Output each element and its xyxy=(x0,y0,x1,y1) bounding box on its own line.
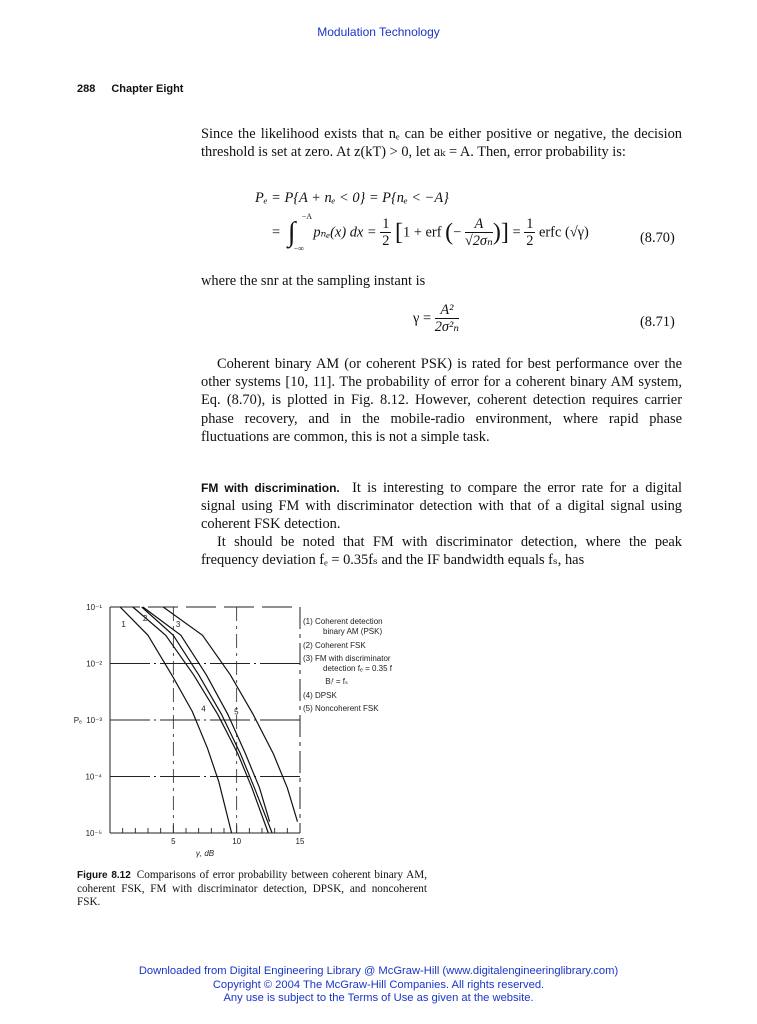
erfc-term: erfc (√γ) xyxy=(539,224,589,241)
curve-label-2: 2 xyxy=(142,614,148,624)
section-title-fm: FM with discrimination. xyxy=(201,481,340,495)
snr-num: A² xyxy=(435,302,459,319)
paragraph-fm-deviation: It should be noted that FM with discriminator detection, where the peak frequency deviation fₑ = 0.35fₛ and the IF bandwidth equals fₛ, has xyxy=(201,534,682,569)
equation-error-probability: Pₑ = P{A + nₑ < 0} = P{nₑ < −A} xyxy=(255,190,449,206)
equation-integral: = ∫ −A −∞ pₙₑ(x) dx = $\frac{1}{2}$ [1 + erf (− $\frac{A}{\text{√2σₙ}}$ )] = $\frac{1}{2}$ erfc (√γ) xyxy=(272,212,589,254)
integral-lower: −∞ xyxy=(293,244,304,254)
integrand: pₙₑ(x) dx = xyxy=(313,224,377,241)
curve-4 xyxy=(143,607,270,822)
legend-item-1: (1) Coherent detection binary AM (PSK) xyxy=(303,617,383,636)
paragraph-fm-text: It is interesting to compare the error rate for a digital signal using FM with discriminator detection with that of a digital signal using coherent FSK detection. xyxy=(201,480,682,533)
curve-label-1: 1 xyxy=(121,619,126,629)
half-num: 1 xyxy=(382,216,390,232)
footer-terms[interactable]: Any use is subject to the Terms of Use as given at the website. xyxy=(223,992,534,1004)
half-den: 2 xyxy=(382,233,390,249)
curve-label-5: 5 xyxy=(234,707,239,717)
snr-lhs: γ = xyxy=(413,310,432,327)
footer-copyright[interactable]: Copyright © 2004 The McGraw-Hill Companies. All rights reserved. xyxy=(212,978,545,991)
running-title[interactable]: Modulation Technology xyxy=(317,25,440,39)
page-number: 288 xyxy=(77,83,96,95)
half2-den: 2 xyxy=(526,233,534,249)
page-header xyxy=(77,83,183,95)
footer xyxy=(0,965,757,1006)
legend-item-2: (2) Coherent FSK xyxy=(303,641,366,650)
figure-label: Figure 8.12 xyxy=(77,870,131,881)
curve-label-4: 4 xyxy=(201,704,206,714)
x-tick-label: 15 xyxy=(295,837,305,846)
chapter-title: Chapter Eight xyxy=(111,83,184,95)
arg-den: √2σₙ xyxy=(464,233,493,249)
error-probability-chart xyxy=(60,590,460,865)
equation-number-871: (8.71) xyxy=(640,314,675,330)
bracket-text: 1 + erf xyxy=(403,224,442,241)
x-tick-label: 5 xyxy=(171,837,176,846)
legend-item-5: (5) Noncoherent FSK xyxy=(303,704,379,713)
y-tick-label: 10⁻⁴ xyxy=(85,772,102,782)
arg-num: A xyxy=(465,216,493,233)
y-tick-label: 10⁻⁵ xyxy=(85,829,102,838)
integral-upper: −A xyxy=(301,212,313,222)
footer-download-link[interactable]: Downloaded from Digital Engineering Library @ McGraw-Hill (www.digitalengineeringlibrary.com) xyxy=(138,965,619,977)
y-tick-label: 10⁻² xyxy=(86,659,102,669)
equation-snr xyxy=(413,302,459,336)
y-axis-label: Pₑ xyxy=(73,716,82,725)
half2-num: 1 xyxy=(526,216,534,232)
legend-item-3: (3) FM with discriminator detection fₑ = 0.35 f Bᵢᶠ = fₛ xyxy=(303,654,393,686)
equation-number-870: (8.70) xyxy=(640,230,675,246)
paragraph-snr: where the snr at the sampling instant is xyxy=(201,273,426,289)
curve-label-3: 3 xyxy=(175,619,181,629)
x-tick-label: 10 xyxy=(232,837,242,846)
legend-item-4: (4) DPSK xyxy=(303,691,337,700)
y-tick-label: 10⁻³ xyxy=(86,716,102,725)
x-axis-label: γ, dB xyxy=(195,849,215,858)
paragraph-coherent-am: Coherent binary AM (or coherent PSK) is rated for best performance over the other systems [10, 11]. The probability of error for a coherent binary AM system, Eq. (8.70), is plotted in Fig. 8.12. However, coherent detection requires carrier phase recovery, and in the mobile-radio environment, where rapid phase fluctuations are common, this is not a simple task. xyxy=(201,356,682,445)
figure-caption xyxy=(77,869,427,910)
paragraph-fm xyxy=(201,479,682,534)
caption-text: Comparisons of error probability between coherent binary AM, coherent FSK, FM with discriminator detection, DPSK, and noncoherent FSK. xyxy=(77,869,427,908)
snr-den: 2σ²ₙ xyxy=(434,319,460,335)
y-tick-label: 10⁻¹ xyxy=(86,603,102,612)
paragraph-likelihood: Since the likelihood exists that nₑ can be either positive or negative, the decision threshold is set at zero. At z(kT) > 0, let aₖ = A. Then, error probability is: xyxy=(201,126,682,161)
